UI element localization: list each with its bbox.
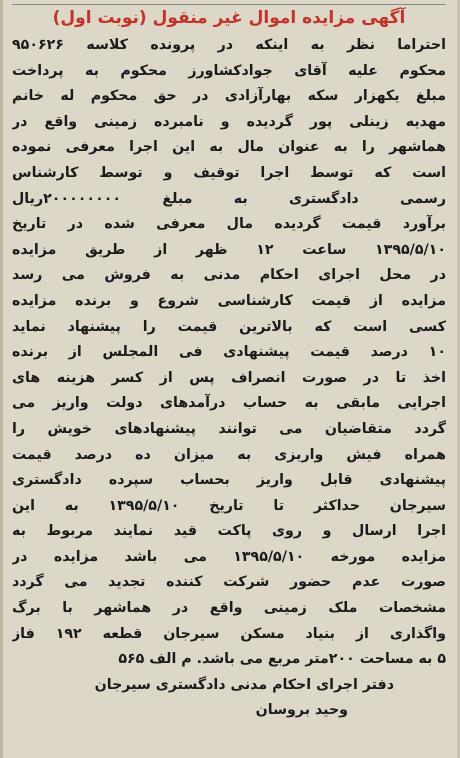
body-line: برآورد قیمت گردیده مال معرفی شده در تاریخ [12,216,446,233]
signature-office: دفتر اجرای احکام مدنی دادگستری سیرجان [94,676,394,693]
body-line: ۱۰ درصد قیمت پیشنهادی فی المجلس از برنده [12,344,446,361]
body-line: هماشهر را به عنوان مال به این اجرا معرفی نموده [12,139,446,156]
body-line: در محل اجرای احکام مدنی به فروش می رسد [12,267,446,284]
notice-body [12,33,446,673]
paper-edge-left [0,0,3,758]
signature-name: وحید بروسان [255,702,348,719]
body-line: مبلغ یکهزار سکه بهارآزادی در حق محکوم له خانم [12,88,446,105]
body-line: صورت عدم حضور شرکت کننده تجدید می گردد [12,574,446,591]
body-line: اجرا ارسال و روی پاکت قید نمایند مربوط به [12,523,446,540]
body-line: محکوم علیه آقای جوادکشاورز محکوم به پرداخت [12,62,446,79]
body-line: واگذاری از بنیاد مسکن سیرجان قطعه ۱۹۲ فاز [12,625,446,642]
top-cut-edge [12,0,446,5]
body-line: سیرجان حداکثر تا تاریخ ۱۳۹۵/۵/۱۰ به این [12,497,446,514]
body-line: احتراما نظر به اینکه در پرونده کلاسه ۹۵۰۶۲۶ [12,37,446,53]
signature-block [12,673,446,724]
body-line: مشخصات ملک زمینی واقع در هماشهر با برگ [12,600,446,617]
body-line: اجرایی مابقی به حساب درآمدهای دولت واریز می [12,395,446,412]
body-line: همراه فیش واریزی به میزان ده درصد قیمت [12,446,446,463]
body-line: است که توسط اجرا توقیف و توسط کارشناس [12,164,446,181]
body-line: پیشنهادی قابل واریز بحساب سپرده دادگستری [12,472,446,489]
body-line: رسمی دادگستری به مبلغ ۲۰۰۰۰۰۰۰۰ریال [12,190,446,207]
body-line: ۵ به مساحت ۲۰۰متر مربع می باشد. م الف ۵۶۵ [118,651,446,668]
notice-title: آگهی مزایده اموال غیر منقول (نوبت اول) [52,8,406,28]
body-line: اخذ تا در صورت انصراف پس از کسر هزینه های [12,369,446,386]
body-line: ۱۳۹۵/۵/۱۰ ساعت ۱۲ ظهر از طریق مزایده [12,241,446,258]
body-line: مهدیه زینلی پور گردیده و نامبرده زمینی واقع در [12,113,446,130]
body-line: مزایده مورخه ۱۳۹۵/۵/۱۰ می باشد مزایده در [12,548,446,565]
body-line: مزایده از قیمت کارشناسی شروع و برنده مزایده [12,292,446,309]
body-line: گردد متقاضیان می توانند پیشنهادهای خویش را [12,420,446,437]
body-line: کسی است که بالاترین قیمت را پیشنهاد نماید [12,318,446,335]
